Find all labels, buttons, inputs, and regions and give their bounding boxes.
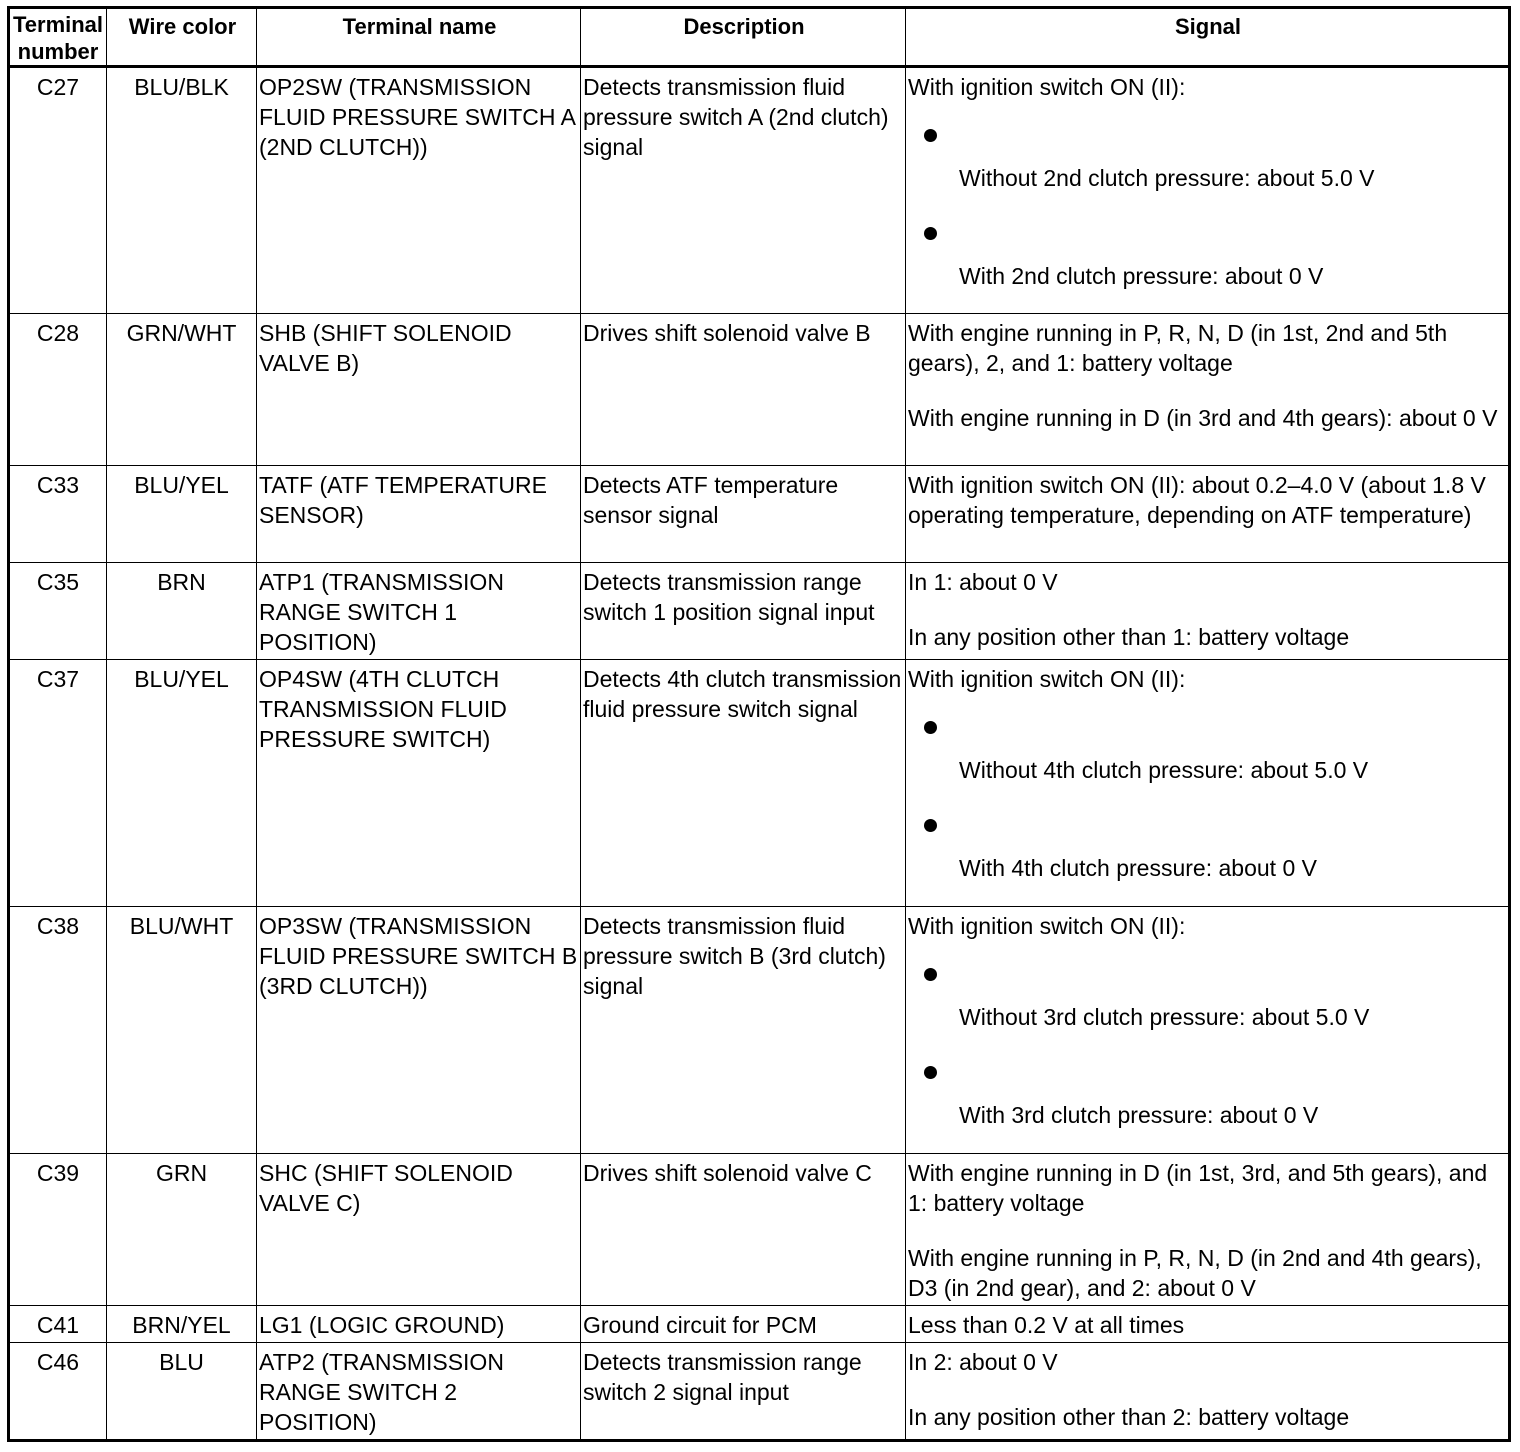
signal-cell bbox=[906, 1154, 1510, 1306]
signal-bullet-item bbox=[908, 206, 1508, 291]
description-cell: Detects transmission range switch 2 signal input bbox=[581, 1343, 906, 1441]
signal-bullet-item bbox=[908, 947, 1508, 1032]
signal-paragraph: In 1: about 0 V bbox=[908, 569, 1058, 595]
description-cell: Drives shift solenoid valve B bbox=[581, 314, 906, 466]
signal-paragraph: Less than 0.2 V at all times bbox=[908, 1312, 1185, 1338]
description-cell: Detects transmission range switch 1 position signal input bbox=[581, 563, 906, 660]
terminal-table bbox=[7, 6, 1511, 1442]
terminal-number-cell: C37 bbox=[9, 660, 107, 907]
terminal-name-cell: ATP1 (TRANSMISSION RANGE SWITCH 1 POSITION) bbox=[257, 563, 581, 660]
bullet-icon bbox=[924, 129, 937, 142]
wire-color-cell: BRN bbox=[107, 563, 257, 660]
terminal-number-cell: C46 bbox=[9, 1343, 107, 1441]
signal-cell bbox=[906, 1306, 1510, 1343]
bullet-icon bbox=[924, 227, 937, 240]
description-cell: Detects ATF temperature sensor signal bbox=[581, 466, 906, 563]
wire-color-cell: GRN/WHT bbox=[107, 314, 257, 466]
wire-color-cell: BLU/YEL bbox=[107, 660, 257, 907]
signal-intro: With ignition switch ON (II): bbox=[908, 74, 1186, 100]
signal-bullet-text: With 4th clutch pressure: about 0 V bbox=[959, 855, 1317, 881]
terminal-number-cell: C27 bbox=[9, 67, 107, 314]
description-cell: Detects transmission fluid pressure switch B (3rd clutch) signal bbox=[581, 907, 906, 1154]
terminal-number-cell: C33 bbox=[9, 466, 107, 563]
table-row bbox=[9, 907, 1510, 1154]
signal-bullet-item bbox=[908, 1045, 1508, 1130]
header-terminal-number: Terminal number bbox=[9, 8, 107, 67]
signal-cell bbox=[906, 907, 1510, 1154]
header-terminal-name: Terminal name bbox=[257, 8, 581, 67]
signal-cell bbox=[906, 563, 1510, 660]
table-row bbox=[9, 1154, 1510, 1306]
signal-paragraph: In any position other than 1: battery voltage bbox=[908, 624, 1350, 650]
signal-cell bbox=[906, 67, 1510, 314]
table-row bbox=[9, 67, 1510, 314]
description-cell: Detects 4th clutch transmission fluid pressure switch signal bbox=[581, 660, 906, 907]
terminal-number-cell: C41 bbox=[9, 1306, 107, 1343]
wire-color-cell: BLU bbox=[107, 1343, 257, 1441]
header-wire-color: Wire color bbox=[107, 8, 257, 67]
bullet-icon bbox=[924, 1066, 937, 1079]
bullet-icon bbox=[924, 819, 937, 832]
header-description: Description bbox=[581, 8, 906, 67]
signal-bullet-text: With 2nd clutch pressure: about 0 V bbox=[959, 263, 1324, 289]
header-signal: Signal bbox=[906, 8, 1510, 67]
signal-bullet-item bbox=[908, 700, 1508, 785]
signal-bullet-item bbox=[908, 108, 1508, 193]
table-row bbox=[9, 1306, 1510, 1343]
table-body bbox=[9, 67, 1510, 1441]
terminal-number-cell: C28 bbox=[9, 314, 107, 466]
description-cell: Drives shift solenoid valve C bbox=[581, 1154, 906, 1306]
signal-cell bbox=[906, 660, 1510, 907]
signal-bullet-text: Without 2nd clutch pressure: about 5.0 V bbox=[959, 165, 1375, 191]
table-row bbox=[9, 314, 1510, 466]
header-row bbox=[9, 8, 1510, 67]
signal-bullet-item bbox=[908, 798, 1508, 883]
signal-cell bbox=[906, 1343, 1510, 1441]
terminal-name-cell: OP3SW (TRANSMISSION FLUID PRESSURE SWITCH B (3RD CLUTCH)) bbox=[257, 907, 581, 1154]
table-row bbox=[9, 660, 1510, 907]
signal-paragraph: With engine running in P, R, N, D (in 2nd and 4th gears), D3 (in 2nd gear), and 2: about 0 V bbox=[908, 1245, 1482, 1301]
wire-color-cell: BRN/YEL bbox=[107, 1306, 257, 1343]
terminal-name-cell: OP2SW (TRANSMISSION FLUID PRESSURE SWITCH A (2ND CLUTCH)) bbox=[257, 67, 581, 314]
terminal-name-cell: TATF (ATF TEMPERATURE SENSOR) bbox=[257, 466, 581, 563]
terminal-name-cell: OP4SW (4TH CLUTCH TRANSMISSION FLUID PRESSURE SWITCH) bbox=[257, 660, 581, 907]
description-cell: Detects transmission fluid pressure switch A (2nd clutch) signal bbox=[581, 67, 906, 314]
signal-intro: With ignition switch ON (II): bbox=[908, 913, 1186, 939]
table-row bbox=[9, 1343, 1510, 1441]
signal-paragraph: With engine running in D (in 1st, 3rd, and 5th gears), and 1: battery voltage bbox=[908, 1160, 1488, 1216]
wire-color-cell: BLU/YEL bbox=[107, 466, 257, 563]
terminal-name-cell: ATP2 (TRANSMISSION RANGE SWITCH 2 POSITION) bbox=[257, 1343, 581, 1441]
description-cell: Ground circuit for PCM bbox=[581, 1306, 906, 1343]
wire-color-cell: BLU/BLK bbox=[107, 67, 257, 314]
signal-cell bbox=[906, 314, 1510, 466]
bullet-icon bbox=[924, 968, 937, 981]
signal-paragraph: In 2: about 0 V bbox=[908, 1349, 1058, 1375]
terminal-number-cell: C39 bbox=[9, 1154, 107, 1306]
terminal-name-cell: LG1 (LOGIC GROUND) bbox=[257, 1306, 581, 1343]
terminal-name-cell: SHB (SHIFT SOLENOID VALVE B) bbox=[257, 314, 581, 466]
terminal-number-cell: C35 bbox=[9, 563, 107, 660]
signal-bullet-text: With 3rd clutch pressure: about 0 V bbox=[959, 1102, 1319, 1128]
signal-cell bbox=[906, 466, 1510, 563]
bullet-icon bbox=[924, 721, 937, 734]
table-row bbox=[9, 563, 1510, 660]
terminal-name-cell: SHC (SHIFT SOLENOID VALVE C) bbox=[257, 1154, 581, 1306]
signal-bullet-text: Without 3rd clutch pressure: about 5.0 V bbox=[959, 1004, 1370, 1030]
signal-paragraph: With engine running in P, R, N, D (in 1st, 2nd and 5th gears), 2, and 1: battery voltage bbox=[908, 320, 1448, 376]
signal-bullet-text: Without 4th clutch pressure: about 5.0 V bbox=[959, 757, 1369, 783]
signal-paragraph: With engine running in D (in 3rd and 4th gears): about 0 V bbox=[908, 405, 1498, 431]
table-row bbox=[9, 466, 1510, 563]
wire-color-cell: BLU/WHT bbox=[107, 907, 257, 1154]
signal-paragraph: With ignition switch ON (II): about 0.2–4.0 V (about 1.8 V operating temperature, depending on ATF temperature) bbox=[908, 472, 1486, 528]
signal-intro: With ignition switch ON (II): bbox=[908, 666, 1186, 692]
signal-paragraph: In any position other than 2: battery voltage bbox=[908, 1404, 1350, 1430]
wire-color-cell: GRN bbox=[107, 1154, 257, 1306]
terminal-number-cell: C38 bbox=[9, 907, 107, 1154]
